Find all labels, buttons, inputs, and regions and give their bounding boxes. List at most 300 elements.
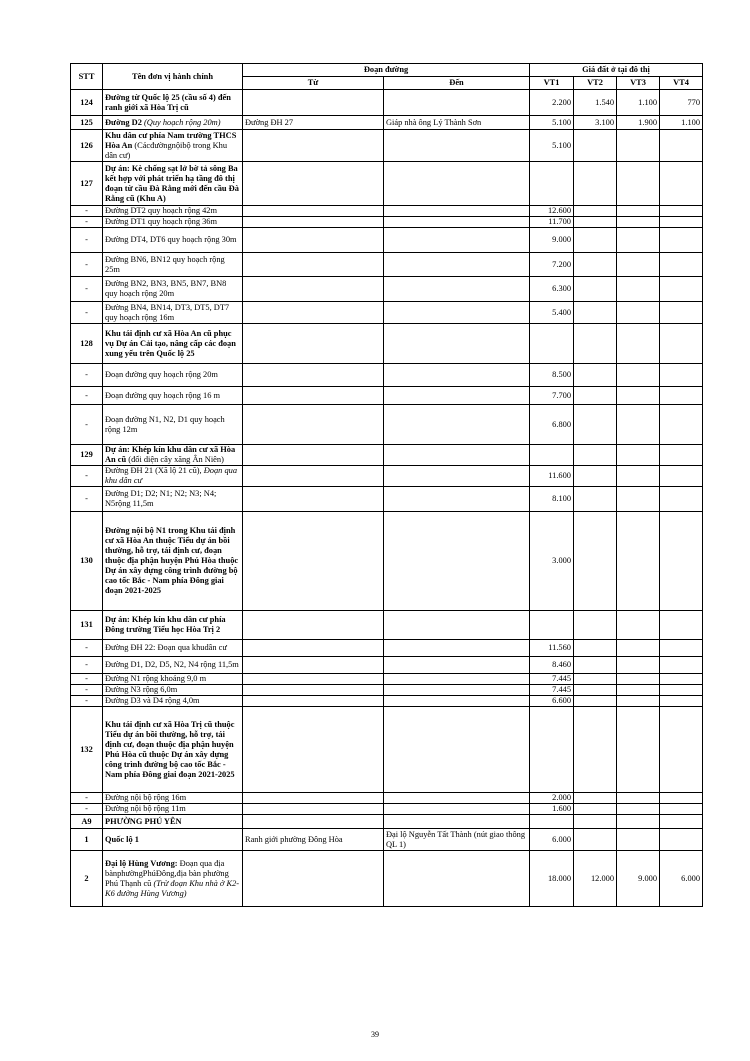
- row-stt: 132: [71, 707, 103, 793]
- row-vt4: [660, 130, 703, 162]
- row-name: [103, 851, 243, 907]
- table-row: [71, 253, 703, 277]
- row-den: [384, 657, 530, 674]
- row-tu: [243, 815, 384, 829]
- table-body: [71, 90, 703, 907]
- header-stt: STT: [71, 64, 103, 90]
- row-den: Giáp nhà ông Lý Thành Sơn: [384, 116, 530, 130]
- row-den: [384, 851, 530, 907]
- row-name: [103, 815, 243, 829]
- row-vt3: [617, 685, 660, 696]
- row-den: [384, 228, 530, 253]
- row-name: [103, 302, 243, 324]
- row-den: [384, 640, 530, 657]
- row-vt2: [574, 640, 617, 657]
- row-name-text: Đường D3 và D4 rộng 4,0m: [105, 696, 200, 705]
- row-stt: 125: [71, 116, 103, 130]
- row-den: [384, 466, 530, 487]
- row-tu: [243, 445, 384, 466]
- row-vt1: [530, 611, 574, 640]
- row-name-text: Đoạn đường N1, N2, D1 quy hoạch rộng 12m: [105, 414, 225, 434]
- table-row: [71, 228, 703, 253]
- row-vt2: [574, 707, 617, 793]
- row-vt1: 11.600: [530, 466, 574, 487]
- row-vt1: 7.445: [530, 674, 574, 685]
- table-row: [71, 696, 703, 707]
- row-stt: -: [71, 487, 103, 512]
- row-vt3: [617, 815, 660, 829]
- row-vt1: 2.200: [530, 90, 574, 116]
- row-name: [103, 405, 243, 445]
- row-tu: [243, 302, 384, 324]
- row-tu: [243, 611, 384, 640]
- row-tu: Đường ĐH 27: [243, 116, 384, 130]
- row-den: [384, 696, 530, 707]
- table-row: [71, 487, 703, 512]
- row-vt3: [617, 364, 660, 387]
- row-stt: -: [71, 804, 103, 815]
- row-stt: -: [71, 253, 103, 277]
- row-vt1: [530, 324, 574, 364]
- row-vt4: [660, 707, 703, 793]
- row-stt: 128: [71, 324, 103, 364]
- row-tu: [243, 324, 384, 364]
- row-den: [384, 674, 530, 685]
- row-vt4: [660, 387, 703, 405]
- row-vt3: [617, 277, 660, 302]
- row-name: [103, 804, 243, 815]
- table-row: [71, 804, 703, 815]
- row-name: [103, 466, 243, 487]
- row-den: [384, 804, 530, 815]
- row-name-text: Đường DT2 quy hoạch rộng 42m: [105, 206, 218, 215]
- row-vt4: 1.100: [660, 116, 703, 130]
- row-name-text: Đường D1; D2; N1; N2; N3; N4; N5rộng 11,5m: [105, 489, 217, 508]
- row-name: [103, 116, 243, 130]
- row-vt3: [617, 206, 660, 217]
- row-name: [103, 228, 243, 253]
- row-vt3: [617, 445, 660, 466]
- row-name-text: PHƯỜNG PHÚ YÊN: [105, 816, 182, 826]
- row-tu: [243, 228, 384, 253]
- header-doan-duong: Đoạn đường: [243, 64, 530, 77]
- row-name-text: Đại lộ Hùng Vương:: [105, 858, 178, 868]
- table-row: [71, 217, 703, 228]
- row-tu: [243, 487, 384, 512]
- row-vt3: [617, 487, 660, 512]
- row-stt: -: [71, 640, 103, 657]
- row-vt1: 7.700: [530, 387, 574, 405]
- row-tu: [243, 640, 384, 657]
- row-vt2: 12.000: [574, 851, 617, 907]
- row-vt1: 7.200: [530, 253, 574, 277]
- row-vt3: [617, 611, 660, 640]
- row-den: [384, 324, 530, 364]
- row-vt3: [617, 657, 660, 674]
- row-vt3: [617, 324, 660, 364]
- row-vt2: [574, 405, 617, 445]
- row-den: [384, 162, 530, 206]
- row-name-text: Đường N1 rộng khoảng 9,0 m: [105, 674, 207, 683]
- row-name-text: Đường ĐH 21 (Xã lộ 21 cũ),: [105, 466, 202, 475]
- row-stt: 124: [71, 90, 103, 116]
- row-tu: [243, 466, 384, 487]
- row-vt1: 12.600: [530, 206, 574, 217]
- row-stt: -: [71, 405, 103, 445]
- row-name: [103, 674, 243, 685]
- row-vt4: [660, 364, 703, 387]
- row-name-text: Đường D1, D2, D5, N2, N4 rộng 11,5m: [105, 660, 239, 669]
- row-name: [103, 707, 243, 793]
- row-vt3: [617, 804, 660, 815]
- row-vt2: [574, 674, 617, 685]
- row-tu: [243, 696, 384, 707]
- row-vt3: 1.100: [617, 90, 660, 116]
- row-vt2: [574, 253, 617, 277]
- row-den: [384, 445, 530, 466]
- row-den: [384, 405, 530, 445]
- header-vt3: VT3: [617, 77, 660, 90]
- row-den: [384, 487, 530, 512]
- row-vt1: 6.800: [530, 405, 574, 445]
- row-stt: 129: [71, 445, 103, 466]
- row-vt3: [617, 130, 660, 162]
- row-name-text: Khu tái định cư xã Hòa Trị cũ thuộc Tiểu dự án bồi thường, hỗ trợ, tái định cư, đoạn thuộc địa phận huyện Phú Hòa cũ thuộc Dự án xây dựng công trình đường bộ cao tốc Bắc - Nam phía Đông giai đoạn 2021-2025: [105, 719, 235, 779]
- row-tu: [243, 90, 384, 116]
- row-name: [103, 162, 243, 206]
- row-name: [103, 445, 243, 466]
- table-row: [71, 611, 703, 640]
- row-vt1: 5.100: [530, 116, 574, 130]
- row-vt4: [660, 696, 703, 707]
- row-name-text: Đường nội bộ rộng 16m: [105, 793, 187, 802]
- row-tu: [243, 804, 384, 815]
- row-vt1: 3.000: [530, 512, 574, 611]
- row-name: [103, 611, 243, 640]
- row-tu: [243, 217, 384, 228]
- row-vt2: [574, 130, 617, 162]
- row-vt2: [574, 487, 617, 512]
- row-den: [384, 217, 530, 228]
- row-name: [103, 387, 243, 405]
- row-stt: 2: [71, 851, 103, 907]
- row-den: [384, 815, 530, 829]
- row-stt: -: [71, 696, 103, 707]
- row-vt2: [574, 228, 617, 253]
- row-stt: -: [71, 277, 103, 302]
- row-vt1: 5.100: [530, 130, 574, 162]
- row-stt: -: [71, 657, 103, 674]
- row-vt3: [617, 793, 660, 804]
- row-name-text: Đoạn đường quy hoạch rộng 16 m: [105, 390, 221, 400]
- row-tu: [243, 674, 384, 685]
- row-vt1: 7.445: [530, 685, 574, 696]
- row-vt1: 1.600: [530, 804, 574, 815]
- row-vt4: [660, 674, 703, 685]
- row-vt3: [617, 405, 660, 445]
- row-tu: [243, 253, 384, 277]
- row-name-suffix: Đoạn qua địa bànphườngPhúĐông,địa bàn phường Phú Thạnh cũ: [105, 858, 229, 888]
- row-vt3: [617, 640, 660, 657]
- row-vt1: 6.300: [530, 277, 574, 302]
- row-vt4: [660, 466, 703, 487]
- row-tu: [243, 130, 384, 162]
- table-row: [71, 466, 703, 487]
- row-vt4: [660, 228, 703, 253]
- row-stt: -: [71, 685, 103, 696]
- row-vt2: [574, 466, 617, 487]
- table-row: [71, 815, 703, 829]
- row-stt: 130: [71, 512, 103, 611]
- row-den: [384, 685, 530, 696]
- row-tu: [243, 387, 384, 405]
- row-vt2: [574, 387, 617, 405]
- row-vt4: [660, 217, 703, 228]
- row-tu: [243, 512, 384, 611]
- row-stt: A9: [71, 815, 103, 829]
- row-tu: [243, 707, 384, 793]
- row-vt2: [574, 512, 617, 611]
- row-name: [103, 217, 243, 228]
- row-den: [384, 277, 530, 302]
- table-row: [71, 657, 703, 674]
- row-vt4: [660, 487, 703, 512]
- row-vt1: 6.000: [530, 829, 574, 851]
- row-den: [384, 512, 530, 611]
- row-name-text: Đường N3 rộng 6,0m: [105, 685, 178, 694]
- row-vt2: [574, 611, 617, 640]
- table-row: [71, 851, 703, 907]
- row-name-text: Quốc lộ 1: [105, 834, 139, 844]
- row-vt2: [574, 162, 617, 206]
- row-vt1: 6.600: [530, 696, 574, 707]
- table-row: [71, 206, 703, 217]
- row-name-text: Đường DT1 quy hoạch rộng 36m: [105, 217, 218, 226]
- row-stt: -: [71, 364, 103, 387]
- row-vt3: [617, 228, 660, 253]
- table-row: [71, 162, 703, 206]
- row-den: [384, 793, 530, 804]
- row-vt2: [574, 277, 617, 302]
- row-vt3: [617, 696, 660, 707]
- row-vt1: 8.100: [530, 487, 574, 512]
- row-vt2: [574, 685, 617, 696]
- row-vt4: [660, 685, 703, 696]
- row-name-text: Khu dân cư phía Nam trường THCS Hòa An: [105, 130, 237, 150]
- table-row: [71, 685, 703, 696]
- row-name: [103, 696, 243, 707]
- row-vt1: [530, 162, 574, 206]
- table-row: [71, 793, 703, 804]
- table-row: [71, 829, 703, 851]
- row-name-note: (Trừ đoạn Khu nhà ở K2-K6 đường Hùng Vương): [105, 878, 240, 898]
- row-name: [103, 640, 243, 657]
- row-stt: -: [71, 302, 103, 324]
- row-vt4: [660, 804, 703, 815]
- row-tu: [243, 657, 384, 674]
- row-name: [103, 130, 243, 162]
- row-vt1: 8.500: [530, 364, 574, 387]
- table-row: [71, 512, 703, 611]
- row-vt1: 9.000: [530, 228, 574, 253]
- row-vt2: [574, 206, 617, 217]
- row-stt: 1: [71, 829, 103, 851]
- land-price-table: [70, 63, 703, 907]
- row-vt2: [574, 302, 617, 324]
- row-vt2: [574, 445, 617, 466]
- row-vt3: [617, 512, 660, 611]
- header-vt1: VT1: [530, 77, 574, 90]
- header-row-1: [71, 64, 703, 77]
- row-den: [384, 387, 530, 405]
- row-name-text: Đường BN4, BN14, DT3, DT5, DT7 quy hoạch rộng 16m: [105, 302, 230, 322]
- row-stt: -: [71, 228, 103, 253]
- row-vt4: [660, 611, 703, 640]
- table-row: [71, 302, 703, 324]
- row-vt2: [574, 793, 617, 804]
- row-vt3: [617, 253, 660, 277]
- row-vt2: [574, 217, 617, 228]
- header-tu: Từ: [243, 77, 384, 90]
- row-name-text: Đường DT4, DT6 quy hoạch rộng 30m: [105, 235, 237, 244]
- row-vt4: 770: [660, 90, 703, 116]
- row-vt2: [574, 364, 617, 387]
- row-tu: [243, 793, 384, 804]
- row-tu: [243, 685, 384, 696]
- row-den: [384, 364, 530, 387]
- row-tu: [243, 851, 384, 907]
- row-stt: -: [71, 674, 103, 685]
- row-vt3: [617, 217, 660, 228]
- row-vt4: [660, 162, 703, 206]
- row-vt1: 11.560: [530, 640, 574, 657]
- row-vt4: [660, 657, 703, 674]
- row-name-suffix: (Quy hoạch rộng 20m): [141, 117, 221, 127]
- row-tu: [243, 206, 384, 217]
- row-name: [103, 793, 243, 804]
- row-name-text: Dự án: Kè chống sạt lở bờ tả sông Ba kết hợp với phát triển hạ tầng đô thị đoạn từ cầu Đà Rằng mới đến cầu Đà Rằng cũ (Khu A): [105, 163, 239, 203]
- row-vt3: [617, 466, 660, 487]
- row-name: [103, 206, 243, 217]
- row-vt1: [530, 707, 574, 793]
- row-tu: [243, 364, 384, 387]
- row-vt2: [574, 324, 617, 364]
- row-vt1: 11.700: [530, 217, 574, 228]
- row-vt2: [574, 829, 617, 851]
- row-name: [103, 253, 243, 277]
- row-name: [103, 657, 243, 674]
- row-name: [103, 829, 243, 851]
- row-name-text: Đường ĐH 22: Đoạn qua khudân cư: [105, 643, 227, 652]
- row-den: [384, 130, 530, 162]
- row-name: [103, 487, 243, 512]
- row-vt4: [660, 793, 703, 804]
- row-vt4: [660, 253, 703, 277]
- row-tu: [243, 162, 384, 206]
- row-name: [103, 277, 243, 302]
- row-vt4: [660, 324, 703, 364]
- table-row: [71, 324, 703, 364]
- row-vt3: [617, 829, 660, 851]
- row-name-suffix: (đối diện cây xăng Ân Niên): [126, 455, 224, 464]
- row-stt: 131: [71, 611, 103, 640]
- table-row: [71, 130, 703, 162]
- table-row: [71, 364, 703, 387]
- row-tu: [243, 277, 384, 302]
- table-row: [71, 387, 703, 405]
- row-stt: -: [71, 387, 103, 405]
- row-name: [103, 364, 243, 387]
- row-vt2: 1.540: [574, 90, 617, 116]
- row-vt2: [574, 657, 617, 674]
- row-name: [103, 90, 243, 116]
- row-vt3: [617, 707, 660, 793]
- row-stt: -: [71, 793, 103, 804]
- row-name-text: Dự án: Khép kín khu dân cư xã Hòa An cũ: [105, 445, 236, 464]
- row-den: [384, 611, 530, 640]
- row-vt3: 1.900: [617, 116, 660, 130]
- page-number: 39: [371, 1030, 379, 1039]
- row-den: [384, 302, 530, 324]
- row-name-text: Đường BN6, BN12 quy hoạch rộng 25m: [105, 254, 225, 274]
- header-gia-dat: Giá đất ở tại đô thị: [530, 64, 703, 77]
- header-den: Đến: [384, 77, 530, 90]
- table-row: [71, 445, 703, 466]
- row-stt: -: [71, 466, 103, 487]
- row-name-text: Đường từ Quốc lộ 25 (cầu số 4) đến ranh giới xã Hòa Trị cũ: [105, 92, 231, 112]
- row-name-note: Đoạn qua khu dân cư: [105, 466, 238, 485]
- row-stt: 126: [71, 130, 103, 162]
- row-name-text: Đường D2: [105, 117, 142, 127]
- header-ten-don-vi: Tên đơn vị hành chính: [103, 64, 243, 90]
- header-vt2: VT2: [574, 77, 617, 90]
- row-vt1: 8.460: [530, 657, 574, 674]
- row-name-text: Đường BN2, BN3, BN5, BN7, BN8 quy hoạch rộng 20m: [105, 279, 227, 298]
- row-vt4: [660, 640, 703, 657]
- row-vt3: 9.000: [617, 851, 660, 907]
- row-vt1: 18.000: [530, 851, 574, 907]
- row-name-text: Đường nội bộ rộng 11m: [105, 804, 186, 813]
- row-den: [384, 707, 530, 793]
- row-name-text: Đường nội bộ N1 trong Khu tái định cư xã Hòa An thuộc Tiểu dự án bồi thường, hỗ trợ, tái định cư, đoạn thuộc địa phận huyện Phú Hòa thuộc Dự án xây dựng công trình đường bộ cao tốc Bắc - Nam phía Đông giai đoạn 2021-2025: [105, 526, 239, 595]
- row-vt4: [660, 206, 703, 217]
- row-vt4: [660, 405, 703, 445]
- row-den: [384, 90, 530, 116]
- row-name: [103, 512, 243, 611]
- row-stt: -: [71, 217, 103, 228]
- table-row: [71, 674, 703, 685]
- row-den: Đại lộ Nguyễn Tất Thành (nút giao thông QL 1): [384, 829, 530, 851]
- table-row: [71, 405, 703, 445]
- row-name-text: Dự án: Khép kín khu dân cư phía Đông trường Tiểu học Hòa Trị 2: [105, 615, 226, 634]
- table-row: [71, 116, 703, 130]
- row-vt1: 2.000: [530, 793, 574, 804]
- row-den: [384, 206, 530, 217]
- row-stt: 127: [71, 162, 103, 206]
- row-vt2: 3.100: [574, 116, 617, 130]
- table-row: [71, 640, 703, 657]
- row-vt4: [660, 302, 703, 324]
- row-vt1: 5.400: [530, 302, 574, 324]
- row-stt: -: [71, 206, 103, 217]
- row-name: [103, 324, 243, 364]
- row-tu: Ranh giới phường Đông Hòa: [243, 829, 384, 851]
- row-vt3: [617, 162, 660, 206]
- row-vt4: [660, 512, 703, 611]
- row-den: [384, 253, 530, 277]
- row-vt4: [660, 815, 703, 829]
- table-row: [71, 707, 703, 793]
